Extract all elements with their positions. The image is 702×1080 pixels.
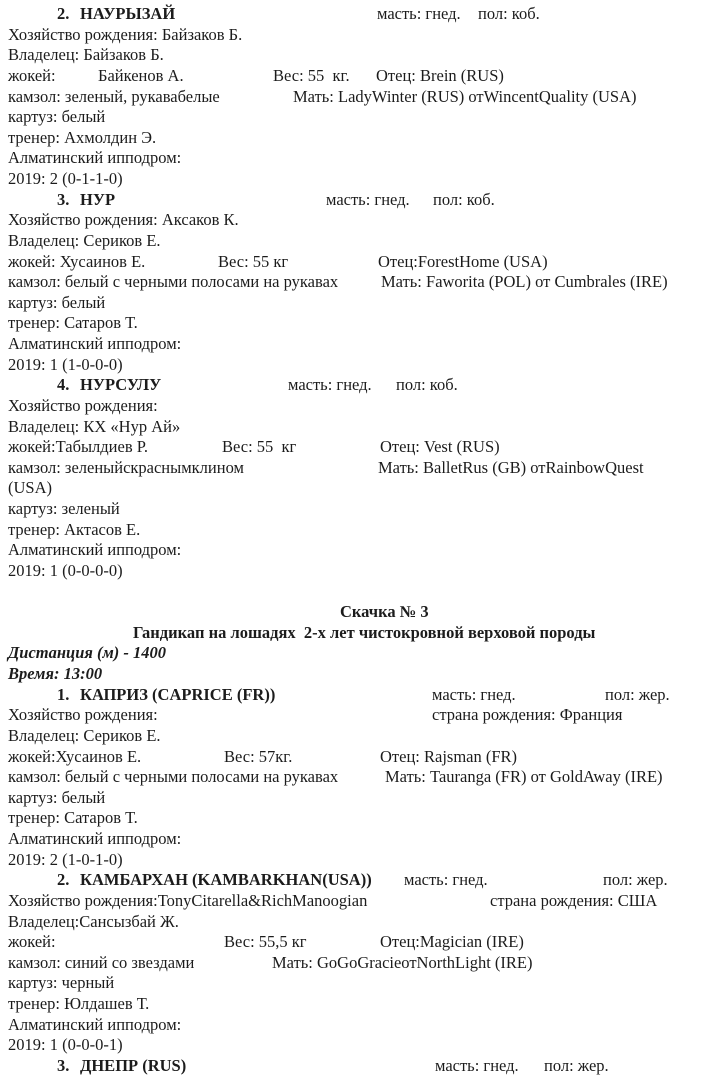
doc-line [0,334,702,355]
text-segment: Владелец: Сериков Е. [8,230,161,250]
text-segment: Хозяйство рождения: [8,395,158,415]
horse-number: 1. [57,684,70,704]
doc-line [0,45,702,66]
doc-line [0,417,702,438]
race-time: Время: 13:00 [8,664,103,683]
text-segment: жокей:Хусаинов Е. [8,746,142,766]
text-segment: Владелец: Сериков Е. [8,725,161,745]
doc-line [0,829,702,850]
text-segment: камзол: белый с черными полосами на рукавах [8,272,339,292]
text-segment: камзол: синий со звездами [8,952,195,972]
text-segment: масть: гнед. [288,375,372,395]
text-segment: Владелец:Сансызбай Ж. [8,911,179,931]
text-segment: жокей:Табылдиев Р. [8,437,148,457]
text-segment: Мать: GoGoGracieотNorthLight (IRE) [272,952,533,972]
text-segment: 2019: 2 (1-0-1-0) [8,849,123,869]
text-segment: тренер: Актасов Е. [8,519,141,539]
text-segment: масть: гнед. [435,1055,519,1075]
text-segment: Хозяйство рождения: Байзаков Б. [8,24,243,44]
horse-number: 2. [57,870,70,890]
doc-line [0,685,702,706]
horse-name: ДНЕПР (RUS) [80,1055,187,1075]
text-segment: 2019: 1 (1-0-0-0) [8,354,123,374]
doc-line [0,148,702,169]
doc-line [0,1035,702,1056]
text-segment: Вес: 55,5 кг [224,932,307,952]
text-segment: масть: гнед. [404,870,488,890]
text-segment: Алматинский ипподром: [8,334,182,353]
doc-line [0,252,702,273]
doc-line [0,293,702,314]
horse-number: 4. [57,375,70,395]
text-segment: Отец: Rajsman (FR) [380,746,518,766]
text-segment: масть: гнед. [377,4,461,23]
doc-line [0,726,702,747]
doc-line [0,788,702,809]
text-segment: Вес: 57кг. [224,746,293,766]
text-segment: камзол: зеленыйскраснымклином [8,457,244,477]
text-segment: пол: коб. [396,375,458,395]
text-segment: картуз: белый [8,107,106,127]
text-segment: тренер: Сатаров Т. [8,313,138,333]
doc-line [0,520,702,541]
text-segment: картуз: черный [8,973,115,993]
race-subtitle: Гандикап на лошадях 2-х лет чистокровной верховой породы [133,622,596,642]
horse-number: 2. [57,4,70,23]
text-segment: жокей: [8,65,56,85]
doc-line [0,870,702,891]
text-segment: Мать: Faworita (POL) от Cumbrales (IRE) [381,272,668,292]
text-segment: Вес: 55 кг [222,437,297,457]
horse-name: НУРСУЛУ [80,375,162,395]
text-segment: Вес: 55 кг. [273,65,350,85]
text-segment: 2019: 1 (0-0-0-1) [8,1035,123,1055]
text-segment: камзол: белый с черными полосами на рукавах [8,767,339,787]
text-segment: Мать: Tauranga (FR) от GoldAway (IRE) [385,767,663,787]
text-segment: Алматинский ипподром: [8,540,182,560]
doc-line [0,478,702,499]
horse-number: 3. [57,189,70,209]
text-segment: тренер: Юлдашев Т. [8,994,150,1013]
text-segment: масть: гнед. [432,684,516,704]
doc-line [0,912,702,933]
race-title: Скачка № 3 [340,602,429,622]
doc-line [0,932,702,953]
doc-line [0,396,702,417]
doc-line [0,437,702,458]
doc-line [0,705,702,726]
text-segment: Отец:ForestHome (USA) [378,251,548,271]
doc-line [0,128,702,149]
doc-line [0,582,702,603]
doc-line [0,169,702,190]
doc-line [0,994,702,1015]
text-segment: 2019: 1 (0-0-0-0) [8,560,123,580]
doc-line [0,953,702,974]
text-segment: Мать: BalletRus (GB) отRainbowQuest [378,457,644,477]
text-segment: Отец:Magician (IRE) [380,932,524,952]
text-segment: пол: коб. [433,189,495,209]
doc-line [0,602,702,623]
text-segment: Хозяйство рождения:TonyCitarella&RichManoogian [8,890,368,910]
text-segment: жокей: [8,932,56,952]
doc-line [0,664,702,685]
doc-line [0,1015,702,1036]
text-segment: страна рождения: Франция [432,705,623,725]
doc-line [0,850,702,871]
text-segment: тренер: Ахмолдин Э. [8,127,157,147]
doc-line [0,623,702,644]
horse-name: КАМБАРХАН (KAMBARKHAN(USA)) [80,870,372,890]
text-segment: Владелец: КХ «Нур Ай» [8,416,181,436]
doc-line [0,499,702,520]
text-segment: Алматинский ипподром: [8,829,182,848]
doc-line [0,190,702,211]
doc-line [0,767,702,788]
doc-line [0,231,702,252]
doc-line [0,973,702,994]
doc-line [0,210,702,231]
doc-line [0,643,702,664]
text-segment: жокей: Хусаинов Е. [8,251,146,271]
text-segment: камзол: зеленый, рукавабелые [8,86,220,106]
race-distance: Дистанция (м) - 1400 [8,643,167,663]
doc-line [0,107,702,128]
horse-name: НАУРЫЗАЙ [80,4,176,23]
text-segment: пол: жер. [603,870,668,890]
doc-line [0,747,702,768]
doc-line [0,355,702,376]
text-segment: 2019: 2 (0-1-1-0) [8,169,123,188]
text-segment: пол: жер. [544,1055,609,1075]
doc-line [0,458,702,479]
doc-line [0,25,702,46]
horse-number: 3. [57,1055,70,1075]
text-segment: Мать: LadyWinter (RUS) отWincentQuality (USA) [293,86,637,106]
text-segment: Байкенов А. [98,65,184,85]
doc-line [0,87,702,108]
doc-line [0,808,702,829]
doc-line [0,66,702,87]
text-segment: страна рождения: США [490,890,658,910]
text-segment: картуз: белый [8,787,106,807]
doc-line [0,891,702,912]
text-segment: Алматинский ипподром: [8,148,182,168]
doc-line [0,561,702,582]
text-segment: Отец: Brein (RUS) [376,65,504,85]
text-segment: картуз: зеленый [8,499,120,518]
text-segment: Владелец: Байзаков Б. [8,45,164,65]
doc-line [0,540,702,561]
text-segment: Алматинский ипподром: [8,1014,182,1034]
text-segment: картуз: белый [8,292,106,312]
doc-line [0,1056,702,1077]
text-segment: масть: гнед. [326,189,410,209]
text-segment: Хозяйство рождения: Аксаков К. [8,210,239,230]
text-segment: Отец: Vest (RUS) [380,437,500,457]
text-segment: (USA) [8,478,52,498]
text-segment: тренер: Сатаров Т. [8,808,138,828]
doc-line [0,375,702,396]
doc-line [0,4,702,25]
horse-name: КАПРИЗ (CAPRICE (FR)) [80,684,276,704]
doc-line [0,313,702,334]
doc-line [0,272,702,293]
text-segment: пол: жер. [605,684,670,704]
text-segment: Хозяйство рождения: [8,705,158,725]
text-segment: пол: коб. [478,4,540,23]
horse-name: НУР [80,189,116,209]
text-segment: Вес: 55 кг [218,251,289,271]
